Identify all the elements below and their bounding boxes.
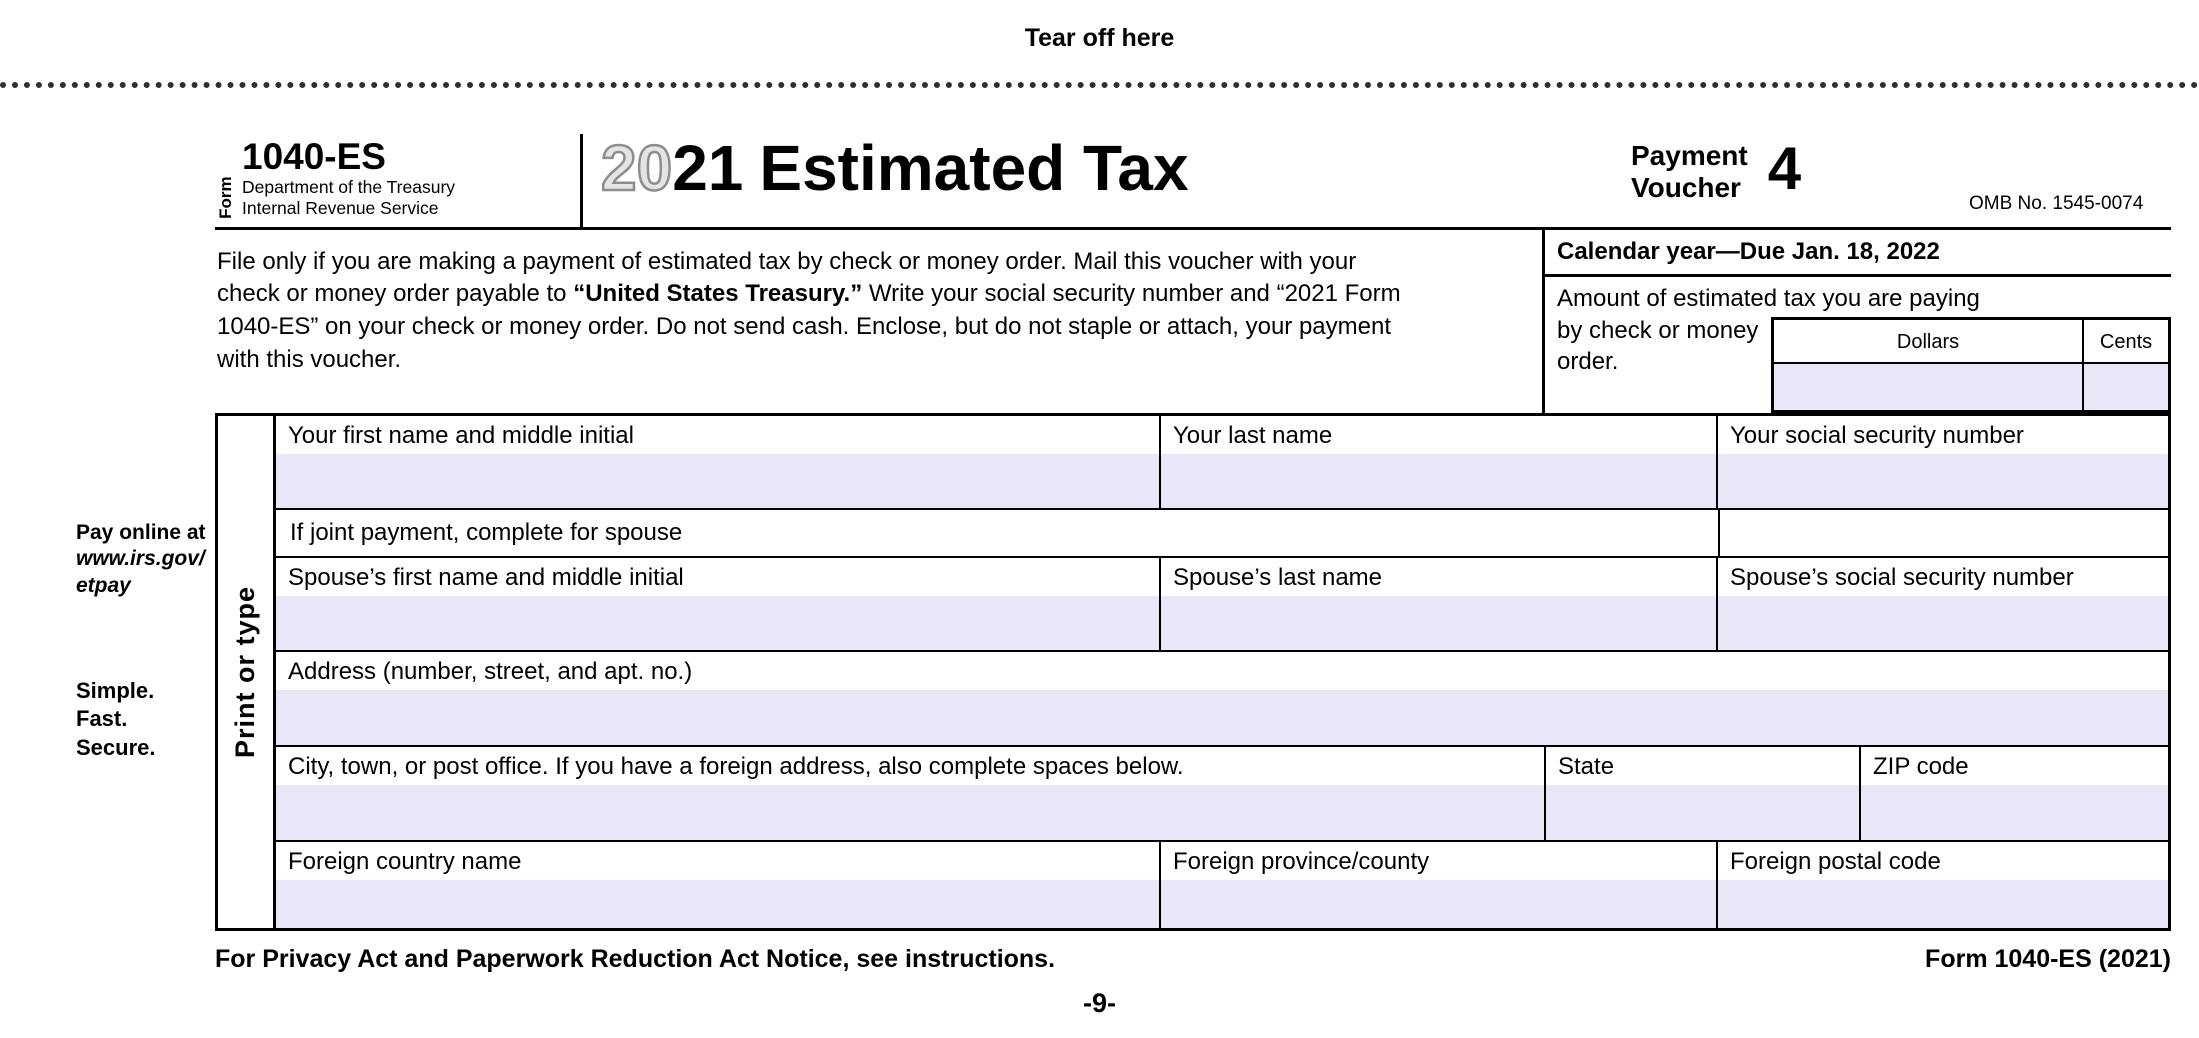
- name-row: [276, 416, 2168, 510]
- foreign-country-input[interactable]: [276, 880, 1159, 928]
- tear-off-label: Tear off here: [1024, 24, 1175, 52]
- foreign-address-row: [276, 842, 2168, 928]
- title-text: Estimated Tax: [759, 132, 1189, 204]
- spouse-first-name-input[interactable]: [276, 596, 1159, 650]
- last-name-input[interactable]: [1161, 454, 1716, 508]
- ssn-label: Your social security number: [1730, 422, 2024, 450]
- spouse-ssn-label: Spouse’s social security number: [1730, 564, 2074, 592]
- payment-panel: [1542, 230, 2171, 413]
- spouse-last-name-label: Spouse’s last name: [1173, 564, 1383, 592]
- agency-line-2: Internal Revenue Service: [242, 197, 439, 218]
- foreign-country-label: Foreign country name: [288, 848, 522, 876]
- form-word-vertical: Form: [216, 176, 235, 219]
- privacy-act-notice: For Privacy Act and Paperwork Reduction Act Notice, see instructions.: [215, 945, 1056, 974]
- page-number: -9-: [1083, 988, 1116, 1018]
- joint-payment-note: If joint payment, complete for spouse: [276, 510, 1720, 556]
- voucher-word-payment: Payment: [1631, 140, 1748, 171]
- foreign-province-label: Foreign province/county: [1173, 848, 1430, 876]
- zip-input[interactable]: [1861, 785, 2168, 840]
- ssn-input[interactable]: [1718, 454, 2168, 508]
- amount-dollars-input[interactable]: [1774, 364, 2084, 410]
- print-or-type-label: Print or type: [230, 586, 260, 759]
- amount-cents-input[interactable]: [2084, 364, 2168, 410]
- middle-band: [215, 230, 2171, 413]
- pay-online-sidebar: [76, 520, 221, 763]
- foreign-postal-label: Foreign postal code: [1730, 848, 1941, 876]
- taglines: [76, 677, 221, 763]
- year-suffix: 21: [672, 132, 744, 204]
- zip-label: ZIP code: [1873, 753, 1969, 781]
- spouse-ssn-input[interactable]: [1718, 596, 2168, 650]
- form-header: [215, 134, 2171, 230]
- foreign-province-input[interactable]: [1161, 880, 1716, 928]
- print-or-type-column: [218, 416, 276, 928]
- spouse-last-name-input[interactable]: [1161, 596, 1716, 650]
- pay-online-url-line2: etpay: [76, 573, 131, 597]
- agency-line-1: Department of the Treasury: [242, 176, 456, 197]
- tagline-fast: Fast.: [76, 706, 128, 732]
- voucher-form: [215, 134, 2171, 974]
- calendar-year-due: Calendar year—Due Jan. 18, 2022: [1545, 230, 2171, 277]
- voucher-word-voucher: Voucher: [1631, 172, 1741, 204]
- city-state-zip-row: [276, 747, 2168, 842]
- first-name-input[interactable]: [276, 454, 1159, 508]
- first-name-label: Your first name and middle initial: [288, 422, 634, 450]
- form-title: [583, 134, 1631, 227]
- tagline-secure: Secure.: [76, 734, 156, 760]
- instructions-part1: File only if you are making a payment of estimated tax by check or money order. Mail this voucher with your check or money order payable to: [217, 247, 1357, 308]
- voucher-number: 4: [1767, 135, 1802, 202]
- city-input[interactable]: [276, 785, 1544, 840]
- address-label: Address (number, street, and apt. no.): [288, 658, 693, 686]
- foreign-postal-input[interactable]: [1718, 880, 2168, 928]
- spouse-first-name-label: Spouse’s first name and middle initial: [288, 564, 684, 592]
- payment-voucher-block: [1631, 134, 1931, 227]
- amount-label: Amount of estimated tax you are paying by check or money order.: [1557, 284, 1980, 376]
- spouse-row: [276, 558, 2168, 652]
- dollars-header: Dollars: [1774, 320, 2084, 362]
- tagline-simple: Simple.: [76, 677, 155, 703]
- form-identity-block: [215, 134, 583, 227]
- instructions-bold: “United States Treasury.”: [573, 280, 863, 308]
- taxpayer-info-table: [215, 413, 2171, 931]
- form-id-footer: Form 1040-ES (2021): [1925, 945, 2171, 974]
- last-name-label: Your last name: [1173, 422, 1333, 450]
- pay-online-url-line1: www.irs.gov/: [76, 547, 205, 571]
- omb-number: OMB No. 1545-0074: [1969, 192, 2144, 214]
- state-input[interactable]: [1546, 785, 1859, 840]
- joint-payment-row: [276, 510, 2168, 558]
- amount-layout-spacer: [2011, 283, 2171, 317]
- tear-off-dotted-line: [0, 82, 2199, 88]
- instructions-part2: Write your social security number and “2021 Form 1040-ES” on your check or money order. Do not send cash. Enclose, but do not staple or attach, your payment with this voucher.: [217, 280, 1401, 373]
- amount-box: [1771, 317, 2171, 413]
- state-label: State: [1558, 753, 1615, 781]
- amount-area: [1545, 277, 2171, 413]
- address-input[interactable]: [276, 690, 2168, 745]
- address-row: [276, 652, 2168, 747]
- form-number: 1040-ES: [242, 136, 386, 177]
- year-prefix: 20: [601, 132, 673, 204]
- joint-row-right-cell: [1720, 510, 2168, 556]
- cents-header: Cents: [2099, 330, 2153, 353]
- pay-online-text: Pay online at: [76, 521, 206, 544]
- form-footer: [215, 945, 2171, 974]
- filing-instructions: [215, 230, 1542, 413]
- city-label: City, town, or post office. If you have a foreign address, also complete spaces below.: [288, 753, 1184, 781]
